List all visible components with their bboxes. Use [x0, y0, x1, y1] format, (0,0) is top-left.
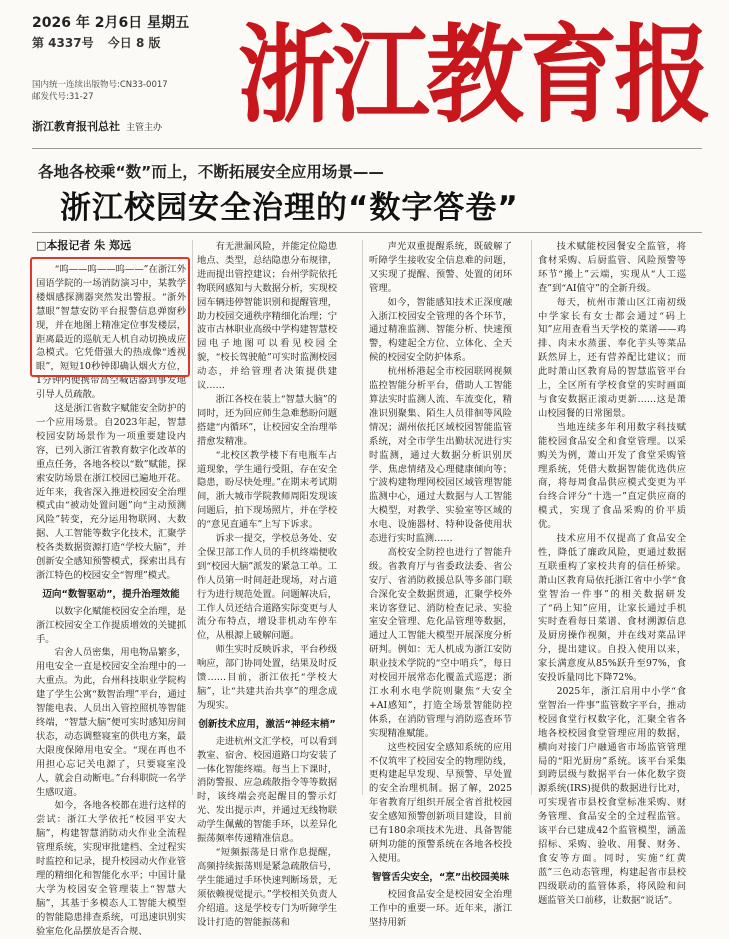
article-column-2	[197, 240, 337, 928]
article-paragraph: 高校安全防控也进行了智能升级。省教育厅与省委政法委、省公安厅、省消防救援总队等多部门联合深化安全数据贯通，汇聚学校外来访客登记、消防检查记录、实验室安全管理、危化品管理等数据，通过人工智能大模型开展深度分析研判。例如：无人机成为浙江安防职业技术学院的“空中哨兵”，每日对校园开展常态化覆盖式巡逻；浙江水利水电学院则聚焦“大安全+AI感知”，打造全场景智能防控体系，在消防管理与消防巡查环节实现精准赋能。	[369, 546, 512, 739]
article-paragraph: 声光双重提醒系统，既破解了听障学生接收安全信息难的问题，又实现了提醒、预警、处置的闭环管理。	[369, 241, 512, 294]
page-count: 今日 8 版	[107, 36, 161, 50]
issue-number-line	[32, 34, 170, 51]
article-paragraph: 校园食品安全是校园安全治理工作中的重要一环。近年来，浙江坚持用新	[369, 888, 512, 928]
article-paragraph: 诉求一提交，学校总务处、安全保卫部工作人员的手机终端便收到“校园大脑”派发的紧急工单。工作人员第一时间赶赴现场，对占道行为进行规范处置。问题解决后，工作人员还结合道路实际变更与人流分布特点，增设非机动车停车位，从根源上破解问题。	[197, 533, 337, 642]
article-paragraph: 当地连续多年利用数字科技赋能校园食品安全和食堂管理。以采购关为例，萧山开发了食堂采购管理系统，凭借大数据智能优选供应商，将每周食品供应模式变更为平台终合评分“十选一”直定供应商的模式，实现了食品采购的价平质优。	[538, 421, 686, 531]
article-paragraph: 如今，智能感知技术正深度融入浙江校园安全管理的各个环节，通过精准监测、智能分析、快速预警，构建起全方位、立体化、全天候的校园安全防护体系。	[369, 296, 512, 364]
article-paragraph: 浙江各校在装上“智慧大脑”的同时，还为回应师生急难愁盼问题搭建“内循环”，让校园安全治理举措愈发精准。	[197, 393, 337, 447]
article-paragraph: 每天，杭州市萧山区江南初级中学家长有女士都会通过“码上知”应用查看当天学校的菜谱——鸡排、肉末水蒸蛋、奉化芋头等菜品跃然屏上，还有营养配比建议；而此时萧山区教育局的智慧监管平台上，全区所有学校食堂的实时画面与食安数据正滚动更新……这是萧山校园餐的日常图景。	[538, 296, 686, 419]
article-paragraph: 这是浙江省数字赋能安全防护的一个应用场景。自2023年起，智慧校园安防场景作为一项重要建设内容，已列入浙江省教育数字化改革的重点任务，各地各校以“数”赋能，探索安防场景在浙江校园已遍地开花。近年来，我省深入推进校园安全治理模式由“被动处置问题”向“主动预测风险”转变，充分运用物联网、大数据、人工智能等数字化技术，汇聚学校各类数据资源打造“学校大脑”，并创新安全感知预警模式，探索出具有浙江特色的校园安全“智理”模式。	[36, 403, 186, 581]
section-subheading: 创新技术应用，激活“神经末梢”	[198, 718, 336, 730]
masthead	[0, 0, 729, 150]
article-paragraph: 师生实时反映诉求，平台秒级响应，部门协同处置，结果及时反馈……目前，浙江依托“学校大脑”，让“共建共治共享”的理念成为现实。	[197, 644, 337, 711]
postal-code: 邮发代号:31-27	[32, 92, 94, 102]
masthead-divider	[32, 148, 702, 149]
article-paragraph: 2025年，浙江启用中小学“食堂智治一件事”监管数字平台，推动校园食堂行权数字化，汇聚全省各地各校校园食堂管理应用的数据，横向对接门户融通省市场监管管理局的“阳光厨房”系统。该平台采集到跨层级与数据平台一体化数字资源系统(IRS)提供的数据进行比对，可实现省市县校食堂标准采购、财务管理、食品安全的全过程监管。该平台已建成42个监管模型，涵盖招标、采购、验收、用餐、财务、食安等方面。同时，实施“红黄蓝”三色动态管理，构建起省市县校四级联动的监管体系，将风险和问题监管关口前移，让数据“说话”。	[538, 686, 686, 906]
section-subheading: 智管舌尖安全，“烹”出校园美味	[371, 871, 510, 883]
article-column-3	[369, 240, 512, 928]
column-rule	[192, 240, 193, 795]
publisher	[32, 118, 162, 134]
column-rule	[362, 240, 363, 795]
article-paragraph: 如今，各地各校都在进行这样的尝试：浙江大学依托“校园平安大脑”，构建智慧消防动火作业全流程管理系统，实现审批建档、全过程实时监控和记录，提升校园动火作业管理的精细化和智能化水平；中国计量大学为校园安全管理装上“智慧大脑”，其基于多模态人工智能大模型的智能隐患排查系统，可迅速识别实验室危化品摆放是否合规、	[36, 800, 186, 937]
headline-divider	[32, 232, 702, 233]
svg-text:浙江教育报: 浙江教育报	[238, 12, 709, 137]
issue-date: 2026 年 2月6日 星期五	[32, 15, 190, 31]
publisher-name: 浙江教育报刊总社	[32, 120, 120, 133]
publisher-note: 主管主办	[126, 123, 163, 133]
byline: □本报记者 朱 郑远	[36, 239, 132, 252]
article-column-1	[36, 263, 186, 937]
cn-number: 国内统一连续出版物号:CN33-0017	[32, 80, 168, 90]
column-rule	[531, 240, 532, 795]
article-paragraph: “北校区教学楼下有电瓶车占道现象，学生通行受阻，存在安全隐患，盼尽快处理。”在期末考试期间，浙大城市学院教师周阳发现该问题后，拍下现场照片，并在学校的“意见直通车”上写下诉求。	[197, 449, 337, 531]
article-paragraph: 有无泄漏风险，并能定位隐患地点、类型，总结隐患分布规律，进而提出管控建议；台州学院依托物联网感知与大数据分析，实现校园车辆违停智能识别和提醒管理，助力校园交通秩序精细化治理；宁波市古林职业高级中学构建智慧校园电子地图可以看见校园全貌，“校长驾驶舱”可实时监测校园动态，并给管理者决策提供建议……	[197, 241, 337, 392]
article-paragraph: 宕舍人员密集，用电物品繁多，用电安全一直是校园安全治理中的一大重点。为此，台州科技职业学院构建了学生公寓“数智治理”平台，通过智能电表、人员出入管控照机等智能终端，“智慧大脑”便可实时感知房间状态，动态调整寝室的供电方案，最大限度保障用电安全。“现在再也不用担心忘记关电源了，只要寝室没人，就会自动断电。”台科职院一名学生感叹道。	[36, 647, 186, 798]
article-headline: 浙江校园安全治理的“数字答卷”	[60, 190, 519, 226]
section-subheading: 迈向“数智驱动”，提升治理效能	[42, 588, 180, 600]
article-paragraph: 这些校园安全感知系统的应用不仅筑牢了校园安全的物理防线，更构建起早发现、早预警、早处置的安全治理机制。据了解，2025年省教育厅组织开展全省首批校园安全感知预警创新项目建设，目前已有180余项技术先进、具备智能研判功能的预警系统在各地各校投入使用。	[369, 741, 512, 864]
article-paragraph: “呜——呜——呜——”在浙江外国语学院的一场消防演习中，某教学楼烟感探测器突然发出警报。“浙外慧眼”智慧安防平台报警信息弹窗秒现，并在地图上精准定位事发楼层，距离最近的巡航无人机自动切换成应急模式。它凭借强大的热成像“透视眼”，短短10秒钟即确认烟火方位，1分钟内便携带高空喊话器到事发地引导人员疏散。	[36, 264, 186, 401]
newspaper-logo	[230, 4, 716, 138]
article-paragraph: 杭州桥港起全市校园联网视频监控智能分析平台，借助人工智能算法实时监测人流、车流变化，精准识别聚集、陌生人员徘徊等风险情况；湖州依托区域校园智能监管系统，对全市学生出勤状况进行实时监测，通过大数据分析识别厌学、焦虑情绪及心理健康倾向等；宁波构建物理网校园区域管理智能监测中心，通过大数据与人工智能大模型，对教学、实验室等区域的水电、设施器材、特种设备使用状态进行实时监测……	[369, 366, 512, 545]
article-paragraph: 技术赋能校园餐安全监管，将食材采购、后厨监管、风险预警等环节“搬上”云端，实现从“人工巡查”到“AI值守”的全新升级。	[538, 241, 686, 294]
article-paragraph: “短频振荡是日常作息提醒，高频持续振荡则是紧急疏散信号，学生能通过手环快速判断场景，无须依赖视觉提示。”学校相关负责人介绍道。这是学校专门为听障学生设计打造的智能振荡和	[197, 846, 337, 928]
article-paragraph: 以数字化赋能校园安全治理，是浙江校园安全工作提质增效的关键抓手。	[36, 605, 186, 645]
article-paragraph: 技术应用不仅提高了食品安全性，降低了廉政风险，更通过数据互联重构了家校共育的信任桥梁。萧山区教育局依托浙江省中小学“食堂智治一件事”的相关数据研发了“码上知”应用，让家长通过手机实时查看每日菜谱、食材溯源信息及厨房操作视频，并在线对菜品评分，提出建议。自投入使用以来，家长满意度从85%跃升至97%，食安投诉量同比下降72%。	[538, 533, 686, 684]
article-paragraph: 走进杭州文汇学校，可以看到教室、宿舍、校园道路口均安装了一体化智能终端。每当上下课时，消防警报、应急疏散指令等等数据时，该终端会亮起醒目的警示灯光、发出提示声，并通过无线物联动学生佩戴的智能手环，以差异化振荡频率传递精准信息。	[197, 735, 337, 845]
article-column-4	[538, 240, 686, 906]
issue-number: 第 4337号	[32, 36, 94, 50]
article-kicker: 各地各校乘“数”而上，不断拓展安全应用场景——	[38, 163, 384, 181]
